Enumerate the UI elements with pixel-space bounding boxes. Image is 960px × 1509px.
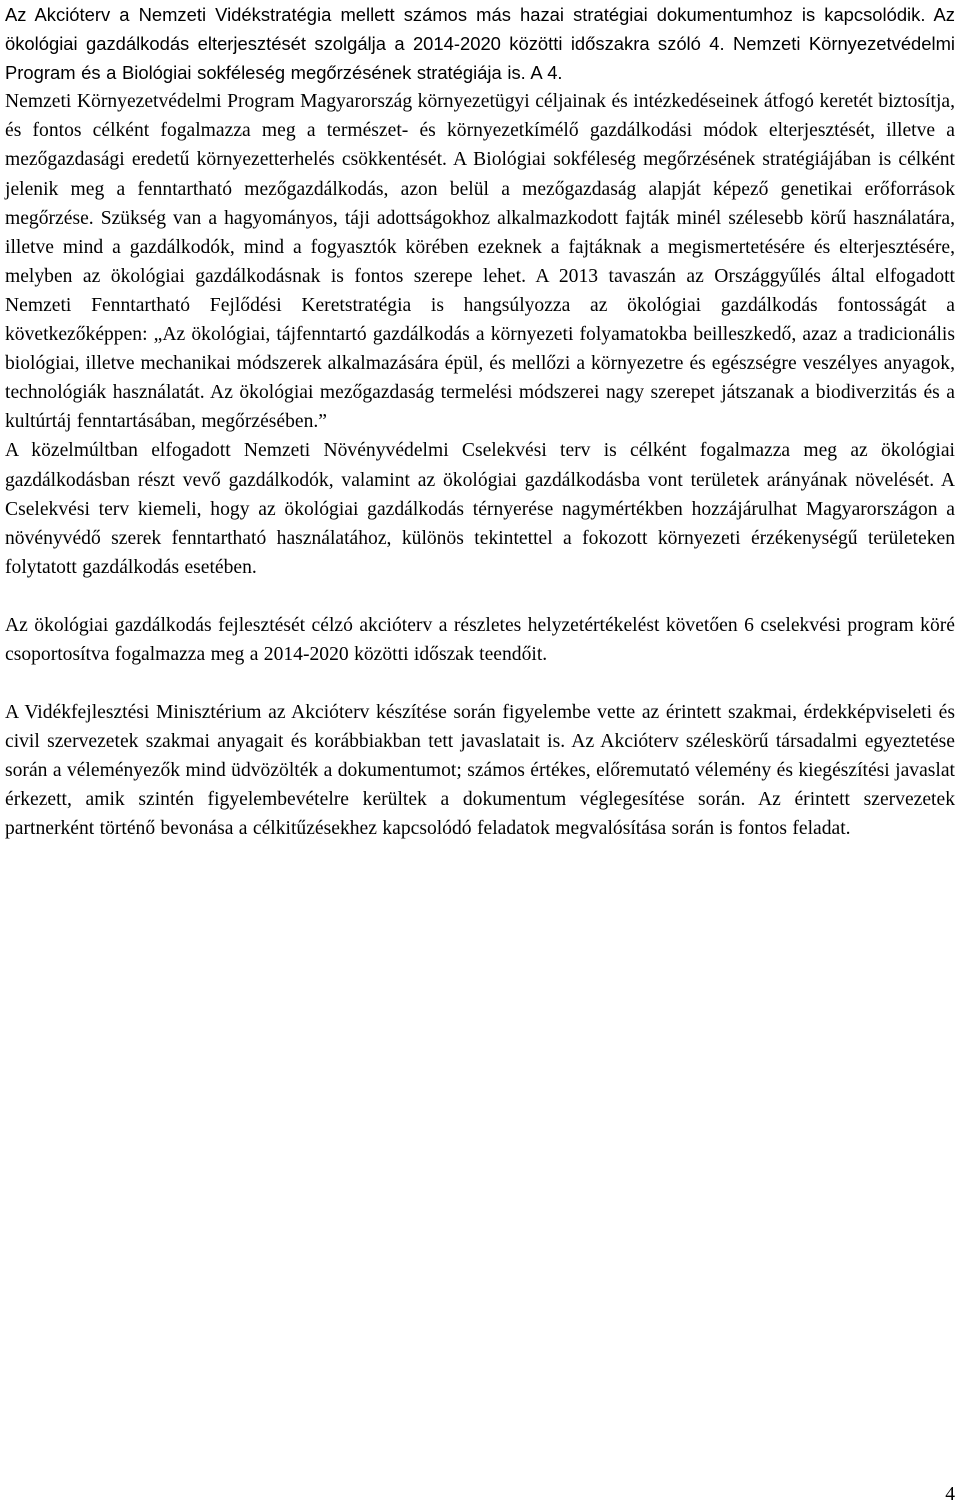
page-number: 4 (945, 1484, 955, 1505)
paragraph-plant-protection-plan: A közelmúltban elfogadott Nemzeti Növényvédelmi Cselekvési terv is célként fogalmazza meg az ökológiai gazdálkodásban részt vevő gazdálkodók, valamint az ökológiai gazdálkodásba vont területek arányának növelését. A Cselekvési terv kiemeli, hogy az ökológiai gazdálkodás térnyerése nagymértékben hozzájárulhat Magyarországon a növényvédő szerek fenntartható használatához, különös tekintettel a fokozott környezeti érzékenységű területeken folytatott gazdálkodás esetében. (5, 440, 955, 578)
paragraph-action-programs: Az ökológiai gazdálkodás fejlesztését célzó akcióterv a részletes helyzetértékelést követően 6 cselekvési program köré csoportosítva fogalmazza meg a 2014-2020 közötti időszak teendőit. (5, 614, 955, 665)
paragraph-ministry-consultation: A Vidékfejlesztési Minisztérium az Akcióterv készítése során figyelembe vette az érintett szakmai, érdekképviseleti és civil szervezetek szakmai anyagait és korábbiakban tett javaslatait is. Az Akcióterv széleskörű társadalmi egyeztetése során a véleményezők mind üdvözölték a dokumentumot; számos értékes, előremutató vélemény és kiegészítési javaslat érkezett, amik szintén figyelembevételre kerültek a dokumentum véglegesítése során. Az érintett szervezetek partnerként történő bevonása a célkitűzésekhez kapcsolódó feladatok megvalósítása során is fontos feladat. (5, 702, 955, 840)
paragraph-strategies-intro: Az Akcióterv a Nemzeti Vidékstratégia mellett számos más hazai stratégiai dokumentumhoz is kapcsolódik. Az ökológiai gazdálkodás elterjesztését szolgálja a 2014-2020 közötti időszakra szóló 4. Nemzeti Környezetvédelmi Program és a Biológiai sokféleség megőrzésének stratégiája is. A 4. (5, 4, 955, 84)
paragraph-environmental-program: Nemzeti Környezetvédelmi Program Magyarország környezetügyi céljainak és intézkedéseinek átfogó keretét biztosítja, és fontos célként fogalmazza meg a természet- és környezetkímélő gazdálkodási módok elterjesztését, illetve a mezőgazdasági eredetű környezetterhelés csökkentését. A Biológiai sokféleség megőrzésének stratégiájában is célként jelenik meg a fenntartható mezőgazdálkodás, azon belül a mezőgazdaság alapját képező genetikai erőforrások megőrzése. Szükség van a hagyományos, táji adottságokhoz alkalmazkodott fajták minél szélesebb körű használatára, illetve mind a gazdálkodók, mind a fogyasztók körében ezeknek a fajtáknak a megismertetésére és elterjesztésére, melyben az ökológiai gazdálkodásnak is fontos szerepe lehet. A 2013 tavaszán az Országgyűlés által elfogadott Nemzeti Fenntartható Fejlődési Keretstratégia is hangsúlyozza az ökológiai gazdálkodás fontosságát a következőképpen: „Az ökológiai, tájfenntartó gazdálkodás a környezeti folyamatokba beilleszkedő, azaz a tradicionális biológiai, illetve mechanikai módszerek alkalmazására épül, és mellőzi a környezetre és egészségre veszélyes anyagok, technológiák használatát. Az ökológiai mezőgazdaság termelési módszerei nagy szerepet játszanak a biodiverzitás és a kultúrtáj fenntartásában, megőrzésében.” (5, 91, 955, 433)
document-page (5, 0, 955, 844)
